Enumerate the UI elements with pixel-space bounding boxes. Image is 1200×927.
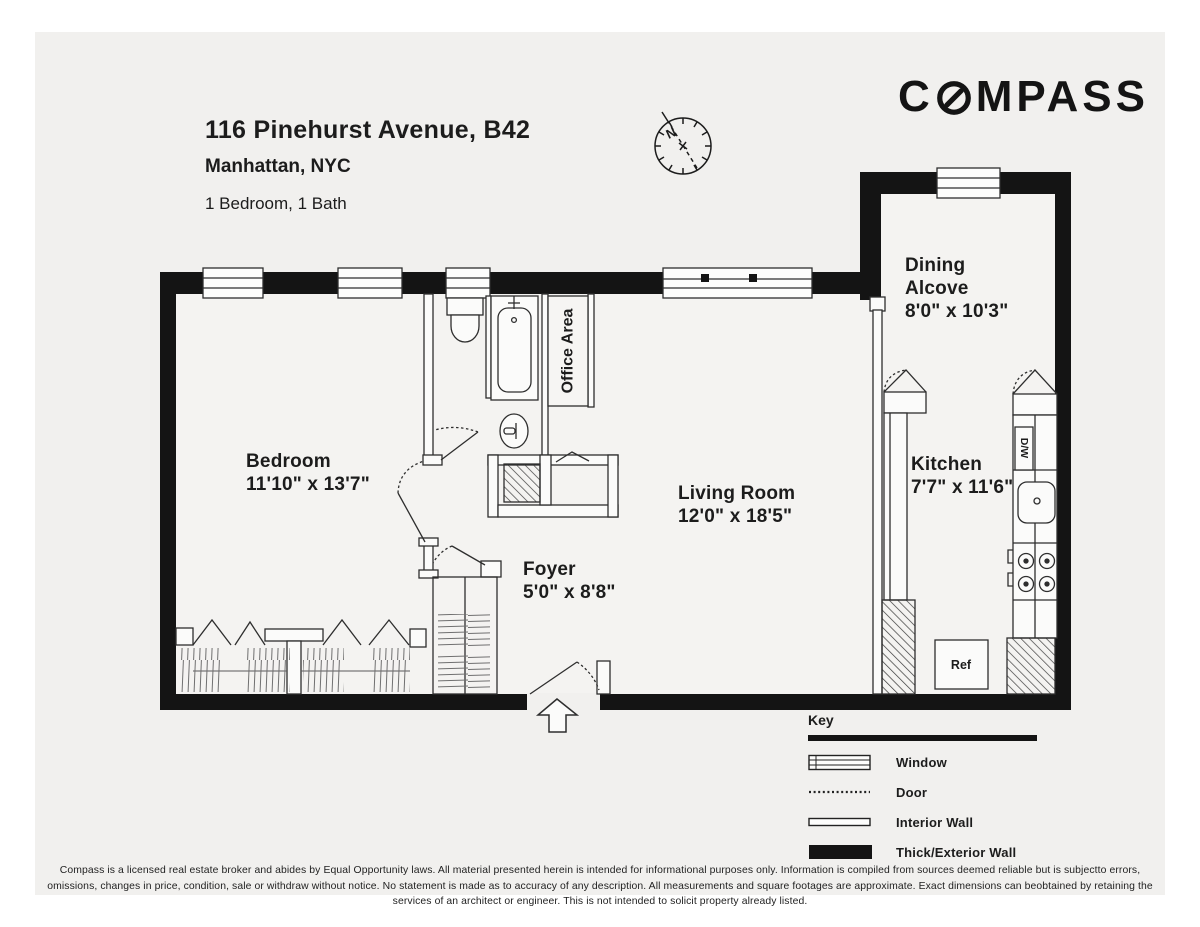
living-room-name: Living Room (678, 483, 796, 504)
foyer-name: Foyer (523, 559, 576, 580)
dishwasher-label: D/W (1018, 437, 1030, 459)
bedroom-dims: 11'10" x 13'7" (246, 474, 370, 496)
legend-divider (808, 735, 1037, 741)
foyer-dims: 5'0" x 8'8" (523, 582, 616, 604)
bedroom-label (246, 450, 370, 496)
bathroom-closet-hatch (504, 464, 540, 502)
door-symbol-icon (808, 787, 874, 797)
kitchen-sink-icon (1018, 482, 1055, 523)
kitchen-label (911, 453, 1013, 499)
kitchen-dims: 7'7" x 11'6" (911, 477, 1014, 499)
legend-row-door (808, 783, 1038, 801)
title-block (205, 116, 530, 214)
bathroom-window (446, 268, 490, 298)
kitchen-name: Kitchen (911, 454, 983, 475)
dining-alcove-label (905, 254, 1008, 324)
legend-row-window (808, 753, 1038, 771)
legend-label-door: Door (896, 784, 928, 800)
compass-rose-icon (655, 112, 711, 174)
office-area-label: Office Area (559, 308, 577, 394)
compass-north-label: N (663, 124, 679, 142)
listing-address: 116 Pinehurst Avenue, B42 (205, 116, 531, 144)
window-symbol-icon (808, 754, 874, 771)
legend-title: Key (808, 712, 834, 728)
legend-label-window: Window (896, 754, 947, 770)
living-room-dims: 12'0" x 18'5" (678, 506, 793, 528)
kitchen-counter-hatch-right (1007, 638, 1055, 694)
legend-label-exterior-wall: Thick/Exterior Wall (896, 844, 1017, 860)
foyer-label (523, 558, 616, 604)
kitchen-counter-hatch-left (882, 600, 915, 694)
listing-city: Manhattan, NYC (205, 156, 351, 177)
disclaimer-text: Compass is a licensed real estate broker and abides by Equal Opportunity laws. All material presented herein is intended for informational purposes only. Information is compiled from sources deemed reliable but is subjectto errors, omissions, changes in price, condition, sale or withdraw without notice. No statement is made as to accuracy of any description. All measurements and square footages are approximate. Exact dimensions can beobtained by retaining the services of an architect or engineer. This is not intended to solicit property already listed. (47, 865, 1153, 908)
dining-alcove-window (937, 168, 1000, 198)
dining-alcove-dims: 8'0" x 10'3" (905, 301, 1009, 323)
bedroom-name: Bedroom (246, 451, 331, 472)
bathtub-icon (491, 296, 538, 400)
bathroom-sink-icon (500, 414, 528, 448)
bedroom-window-2 (338, 268, 402, 298)
listing-summary: 1 Bedroom, 1 Bath (205, 194, 347, 213)
refrigerator-label: Ref (950, 658, 972, 672)
compass-logo-rest: MPASS (975, 72, 1149, 121)
dining-alcove-name-1: Dining (905, 255, 966, 276)
living-room-window (663, 268, 812, 298)
interior-wall-symbol-icon (808, 816, 874, 828)
living-room-label (678, 482, 795, 528)
compass-logo-o-icon (935, 78, 973, 116)
compass-logo-c: C (898, 72, 934, 121)
dining-alcove-name-2: Alcove (905, 278, 969, 300)
bedroom-window-1 (203, 268, 263, 298)
legend-row-exterior-wall (808, 843, 1038, 861)
kitchen-pantry (884, 413, 907, 600)
legend-label-interior-wall: Interior Wall (896, 814, 974, 830)
legend (808, 712, 1038, 861)
compass-logo (898, 72, 1149, 122)
exterior-wall-symbol-icon (808, 844, 874, 860)
legend-row-interior-wall (808, 813, 1038, 831)
